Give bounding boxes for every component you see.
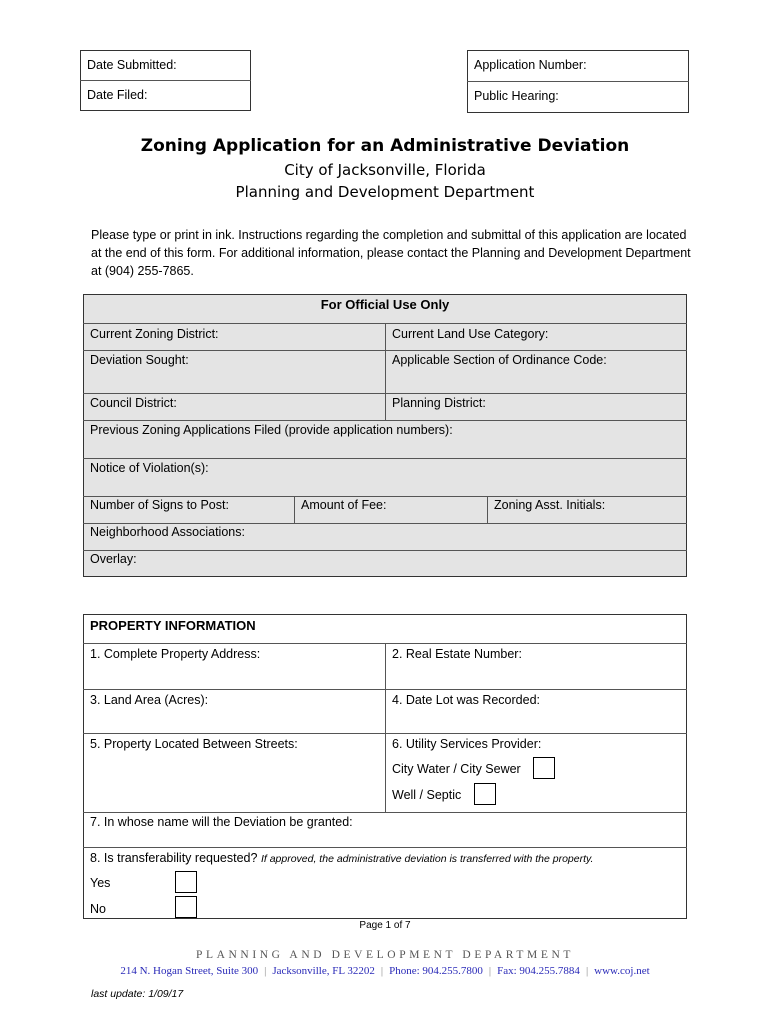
intro-paragraph: Please type or print in ink. Instructions regarding the completion and submittal of this application are located at the end of this form. For additional information, please contact the Planning and Development Department at (904) 255-7865. [91, 228, 691, 278]
yes-label: Yes [90, 876, 111, 890]
between-streets-field[interactable] [83, 734, 385, 812]
footer-city: Jacksonville, FL 32202 [272, 965, 375, 977]
neighborhood-label: Neighborhood Associations: [90, 525, 245, 539]
city-subtitle: City of Jacksonville, Florida [284, 161, 486, 179]
current-land-use-label: Current Land Use Category: [392, 327, 549, 341]
deviation-name-label: 7. In whose name will the Deviation be granted: [90, 815, 353, 829]
transferability-label: 8. Is transferability requested? [90, 851, 258, 865]
application-number-label: Application Number: [474, 58, 587, 72]
property-heading-text: PROPERTY INFORMATION [90, 618, 256, 633]
current-zoning-label: Current Zoning District: [90, 327, 219, 341]
date-filed-field[interactable] [80, 80, 251, 111]
date-filed-label: Date Filed: [87, 88, 148, 102]
transferability-note: If approved, the administrative deviation is transferred with the property. [260, 853, 594, 865]
current-land-use-field[interactable] [385, 324, 687, 350]
notice-violation-field[interactable] [83, 459, 687, 496]
neighborhood-field[interactable] [83, 524, 687, 550]
public-hearing-label: Public Hearing: [474, 89, 559, 103]
previous-applications-field[interactable] [83, 421, 687, 458]
city-water-label: City Water / City Sewer [392, 762, 521, 776]
zoning-initials-field[interactable] [487, 497, 687, 523]
signs-to-post-field[interactable] [83, 497, 294, 523]
application-number-field[interactable] [467, 50, 689, 81]
footer-separator: | [380, 965, 384, 977]
date-lot-label: 4. Date Lot was Recorded: [392, 693, 540, 707]
official-use-heading-text: For Official Use Only [320, 297, 450, 312]
zoning-initials-label: Zoning Asst. Initials: [494, 498, 606, 512]
city-water-checkbox[interactable] [533, 757, 555, 779]
current-zoning-field[interactable] [83, 324, 385, 350]
overlay-field[interactable] [83, 551, 687, 577]
official-use-heading [83, 294, 687, 323]
council-district-label: Council District: [90, 396, 177, 410]
no-label: No [90, 902, 106, 916]
council-district-field[interactable] [83, 394, 385, 420]
footer-contact [0, 965, 770, 977]
date-lot-field[interactable] [385, 690, 687, 733]
deviation-sought-field[interactable] [83, 351, 385, 393]
page-number: Page 1 of 7 [359, 920, 411, 931]
overlay-label: Overlay: [90, 552, 137, 566]
real-estate-label: 2. Real Estate Number: [392, 647, 522, 661]
planning-district-field[interactable] [385, 394, 687, 420]
land-area-field[interactable] [83, 690, 385, 733]
transferability-cell [83, 848, 687, 918]
page-title: Zoning Application for an Administrative Deviation [140, 136, 630, 156]
property-address-field[interactable] [83, 644, 385, 689]
footer-phone: Phone: 904.255.7800 [389, 965, 483, 977]
footer-address: 214 N. Hogan Street, Suite 300 [120, 965, 259, 977]
land-area-label: 3. Land Area (Acres): [90, 693, 209, 707]
yes-checkbox[interactable] [175, 871, 197, 893]
footer-separator: | [488, 965, 492, 977]
amount-fee-field[interactable] [294, 497, 487, 523]
signs-to-post-label: Number of Signs to Post: [90, 498, 229, 512]
real-estate-field[interactable] [385, 644, 687, 689]
amount-fee-label: Amount of Fee: [301, 498, 387, 512]
well-septic-label: Well / Septic [392, 788, 462, 802]
deviation-name-field[interactable] [83, 813, 687, 847]
footer-fax: Fax: 904.255.7884 [497, 965, 580, 977]
department-subtitle: Planning and Development Department [235, 183, 535, 201]
no-checkbox[interactable] [175, 896, 197, 918]
utility-provider-label: 6. Utility Services Provider: [392, 737, 542, 751]
deviation-sought-label: Deviation Sought: [90, 353, 189, 367]
notice-violation-label: Notice of Violation(s): [90, 461, 209, 475]
footer-department: PLANNING AND DEVELOPMENT DEPARTMENT [196, 949, 574, 961]
applicable-section-field[interactable] [385, 351, 687, 393]
between-streets-label: 5. Property Located Between Streets: [90, 737, 298, 751]
date-submitted-field[interactable] [80, 50, 251, 80]
applicable-section-label: Applicable Section of Ordinance Code: [392, 353, 607, 367]
footer-website-link[interactable]: www.coj.net [594, 965, 650, 977]
planning-district-label: Planning District: [392, 396, 486, 410]
public-hearing-field[interactable] [467, 81, 689, 113]
footer-separator: | [264, 965, 267, 977]
last-update: last update: 1/09/17 [91, 988, 184, 1000]
footer-separator: | [585, 965, 589, 977]
previous-applications-label: Previous Zoning Applications Filed (provide application numbers): [90, 423, 453, 437]
date-submitted-label: Date Submitted: [87, 58, 177, 72]
property-address-label: 1. Complete Property Address: [90, 647, 261, 661]
well-septic-checkbox[interactable] [474, 783, 496, 805]
property-heading [83, 614, 687, 643]
